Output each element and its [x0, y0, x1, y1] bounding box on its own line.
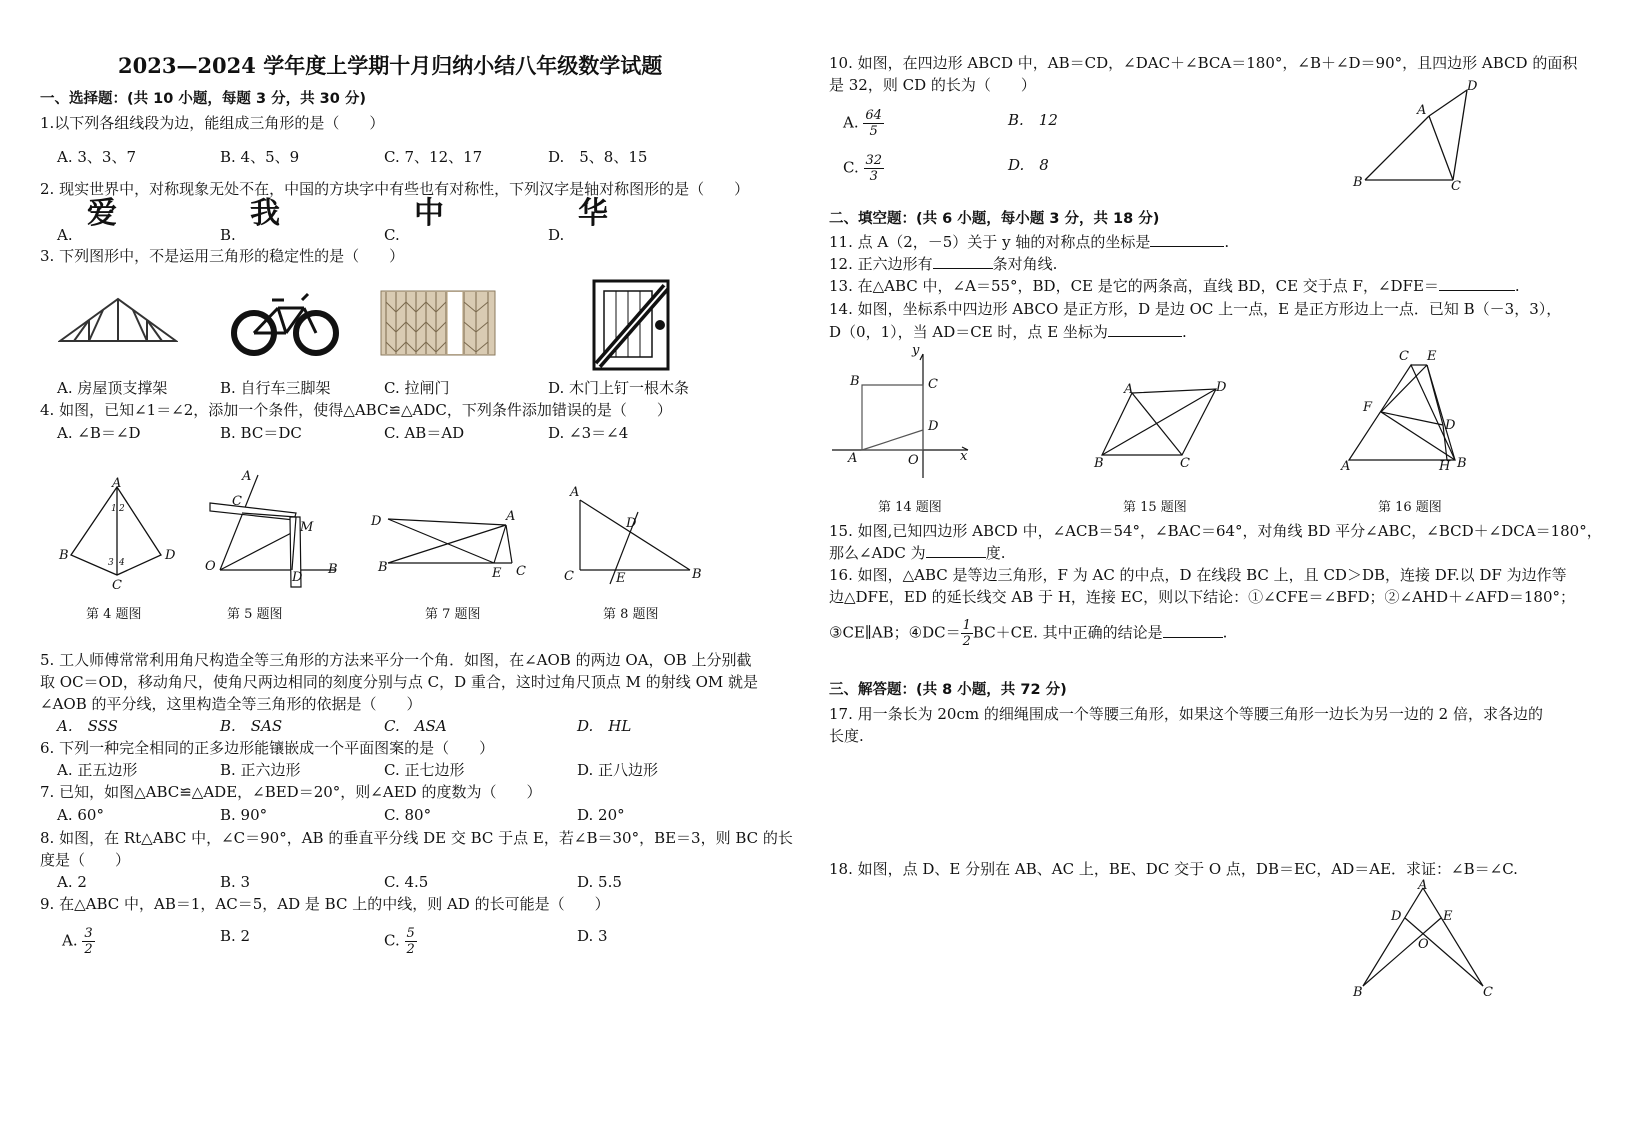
option-letter: C. — [843, 158, 859, 177]
option-letter: D. — [548, 226, 565, 244]
label: C — [1483, 985, 1493, 1000]
label: B — [850, 374, 860, 389]
option — [62, 926, 95, 957]
label: C — [112, 578, 122, 593]
label: C — [516, 564, 526, 579]
option: D. 20° — [577, 806, 625, 824]
numerator: 3 — [84, 926, 93, 941]
question-15: 15. 如图,已知四边形 ABCD 中，∠ACB＝54°，∠BAC＝64°，对角线 BD 平分∠ABC，∠BCD＋∠DCA＝180°， — [829, 522, 1602, 540]
numerator: 64 — [865, 108, 882, 123]
answer-blank[interactable] — [926, 543, 986, 558]
option-letter: A. — [57, 226, 73, 244]
label: C — [1399, 349, 1409, 364]
label: C — [1451, 179, 1461, 193]
option: D. 5、8、15 — [548, 148, 648, 166]
label: B — [692, 567, 702, 582]
figure-q15 — [1090, 375, 1230, 475]
label: A — [570, 485, 580, 500]
label: D — [1216, 380, 1227, 395]
option: C. 拉闸门 — [384, 379, 450, 397]
answer-blank[interactable] — [1439, 276, 1515, 291]
option-letter: A. — [62, 931, 78, 950]
option — [384, 926, 417, 957]
option: D. ∠3＝∠4 — [548, 424, 629, 442]
label: F — [1363, 400, 1373, 415]
figure-q10 — [1345, 78, 1485, 193]
label: C — [232, 494, 242, 509]
question-2: 2. 现实世界中，对称现象无处不在，中国的方块字中有些也有对称性，下列汉字是轴对称图形的是（ ） — [40, 180, 750, 198]
option: C. AB＝AD — [384, 424, 465, 442]
option: B. BC＝DC — [220, 424, 302, 442]
q14-text: D（0，1），当 AD＝CE 时，点 E 坐标为 — [829, 323, 1108, 341]
question-6: 6. 下列一种完全相同的正多边形能镶嵌成一个平面图案的是（ ） — [40, 739, 495, 757]
question-16: 16. 如图，△ABC 是等边三角形，F 为 AC 的中点，D 在线段 BC 上，且 CD＞DB，连接 DF.以 DF 为边作等 — [829, 566, 1567, 584]
option: B. 自行车三脚架 — [220, 379, 331, 397]
label: D — [165, 548, 175, 563]
q11-end: . — [1224, 233, 1230, 251]
q16-end: . — [1222, 623, 1228, 642]
q15-end: 度. — [985, 544, 1006, 562]
label: D — [1445, 418, 1456, 433]
option: B. 12 — [1008, 111, 1058, 129]
fraction — [405, 926, 417, 957]
wooden-door-figure — [592, 279, 672, 371]
label: E — [1443, 909, 1453, 924]
option-letter: C. — [384, 226, 400, 244]
label: B — [378, 560, 388, 575]
label: B — [1353, 175, 1363, 190]
question-5: 5. 工人师傅常常利用角尺构造全等三角形的方法来平分一个角．如图，在∠AOB 的两边 OA，OB 上分别截 — [40, 651, 752, 669]
question-8-line: 度是（ ） — [40, 851, 131, 869]
option-letter: B. — [220, 226, 236, 244]
label: B — [328, 562, 338, 577]
q16-text: BC＋CE. 其中正确的结论是 — [972, 623, 1163, 642]
denominator: 2 — [84, 942, 93, 957]
label: D — [1391, 909, 1402, 924]
label: E — [1427, 349, 1437, 364]
fraction — [82, 926, 94, 957]
question-16-line — [829, 618, 1227, 649]
question-10-line: 是 32，则 CD 的长为（ ） — [829, 76, 1036, 94]
label: 3 — [108, 558, 114, 568]
label: A — [1417, 103, 1427, 118]
question-5-line: ∠AOB 的平分线，这里构造全等三角形的依据是（ ） — [40, 695, 422, 713]
label: A — [1124, 382, 1134, 397]
label: A — [1418, 878, 1428, 893]
figure-caption: 第 15 题图 — [1123, 500, 1187, 515]
figure-q16 — [1335, 345, 1475, 480]
option: D. HL — [577, 717, 632, 735]
label: A — [848, 451, 858, 466]
figure-caption: 第 8 题图 — [603, 607, 659, 622]
option-char: 爱 — [87, 196, 117, 231]
figure-caption: 第 14 题图 — [878, 500, 942, 515]
q11-text: 11. 点 A（2，－5）关于 y 轴的对称点的坐标是 — [829, 233, 1151, 251]
option: C. 4.5 — [384, 873, 429, 891]
label: D — [626, 516, 637, 531]
option: B. 90° — [220, 806, 268, 824]
option: A. ∠B＝∠D — [57, 424, 141, 442]
fraction — [863, 108, 884, 139]
label: C — [1180, 456, 1190, 471]
option: B. 2 — [220, 927, 251, 945]
section-heading: 二、填空题：(共 6 小题，每小题 3 分，共 18 分) — [829, 211, 1160, 227]
option-char: 中 — [414, 196, 444, 231]
option-letter: C. — [384, 931, 400, 950]
q16-text: ③CE∥AB；④DC＝ — [829, 623, 961, 642]
question-17: 17. 用一条长为 20cm 的细绳围成一个等腰三角形，如果这个等腰三角形一边长为另一边的 2 倍，求各边的 — [829, 705, 1543, 723]
q14-end: . — [1181, 323, 1187, 341]
option: D. 木门上钉一根木条 — [548, 379, 690, 397]
numerator: 32 — [865, 153, 883, 168]
page-title: 2023—2024 学年度上学期十月归纳小结八年级数学试题 — [118, 53, 663, 78]
label: C — [564, 569, 574, 584]
q12-text: 12. 正六边形有 — [829, 255, 933, 273]
q15-text: 那么∠ADC 为 — [829, 544, 926, 562]
numerator: 1 — [962, 618, 971, 633]
option: D. 正八边形 — [577, 761, 659, 779]
option: A. SSS — [57, 717, 118, 735]
question-13 — [829, 276, 1520, 296]
option: B. 4、5、9 — [220, 148, 300, 166]
figure-caption: 第 5 题图 — [227, 607, 283, 622]
figure-caption: 第 4 题图 — [86, 607, 142, 622]
option: B. SAS — [220, 717, 283, 735]
label: M — [300, 520, 314, 535]
question-16-line: 边△DFE，ED 的延长线交 AB 于 H，连接 EC，则以下结论：①∠CFE＝∠BFD；②∠AHD＋∠AFD＝180°； — [829, 588, 1576, 606]
option: C. 7、12、17 — [384, 148, 483, 166]
label: A — [506, 509, 516, 524]
label: D — [292, 570, 303, 585]
roof-truss-figure — [58, 295, 178, 347]
fraction — [961, 618, 973, 649]
question-17-line: 长度. — [829, 727, 864, 745]
q13-text: 13. 在△ABC 中，∠A＝55°，BD，CE 是它的两条高，直线 BD，CE 交于点 F，∠DFE＝ — [829, 277, 1439, 295]
label: B — [1094, 456, 1104, 471]
option: D. 8 — [1008, 156, 1049, 174]
option: A. 60° — [57, 806, 104, 824]
question-4: 4. 如图，已知∠1＝∠2，添加一个条件，使得△ABC≌△ADC，下列条件添加错误的是（ ） — [40, 401, 672, 419]
option: A. 3、3、7 — [57, 148, 136, 166]
fraction — [864, 153, 885, 184]
option — [843, 153, 884, 184]
label: 1 — [111, 504, 117, 514]
option: A. 房屋顶支撑架 — [57, 379, 168, 397]
option: A. 正五边形 — [57, 761, 138, 779]
answer-blank[interactable] — [1108, 322, 1182, 337]
q12-end: 条对角线. — [992, 255, 1058, 273]
label: A — [242, 469, 252, 484]
option — [843, 108, 884, 139]
question-18: 18. 如图，点 D、E 分别在 AB、AC 上，BE、DC 交于 O 点，DB＝EC，AD＝AE．求证：∠B＝∠C. — [829, 860, 1518, 878]
answer-blank[interactable] — [1163, 623, 1223, 638]
label: O — [1418, 937, 1429, 952]
figure-q14 — [828, 340, 978, 490]
question-11 — [829, 232, 1229, 252]
question-14-line — [829, 322, 1187, 342]
label: E — [492, 566, 502, 581]
section-heading: 三、解答题：(共 8 小题，共 72 分) — [829, 682, 1067, 698]
label: H — [1439, 459, 1451, 474]
q13-end: . — [1514, 277, 1520, 295]
denominator: 5 — [869, 124, 878, 139]
label: D — [928, 419, 939, 434]
label: B — [1457, 456, 1467, 471]
option: C. ASA — [384, 717, 447, 735]
question-15-line — [829, 543, 1005, 563]
option-char: 华 — [578, 196, 608, 231]
option: B. 正六边形 — [220, 761, 301, 779]
option: C. 正七边形 — [384, 761, 465, 779]
option-letter: A. — [843, 113, 859, 132]
question-3: 3. 下列图形中，不是运用三角形的稳定性的是（ ） — [40, 247, 405, 265]
label: D — [1467, 79, 1478, 94]
denominator: 3 — [869, 169, 878, 184]
figure-q5 — [200, 465, 350, 595]
figure-q18 — [1345, 878, 1505, 1003]
numerator: 5 — [406, 926, 415, 941]
question-5-line: 取 OC＝OD，移动角尺，使角尺两边相同的刻度分别与点 C，D 重合，这时过角尺顶点 M 的射线 OM 就是 — [40, 673, 758, 691]
option-char: 我 — [250, 196, 280, 231]
label: B — [59, 548, 69, 563]
label: B — [1353, 985, 1363, 1000]
figure-q4 — [55, 475, 175, 595]
answer-blank[interactable] — [933, 254, 993, 269]
label: O — [205, 559, 216, 574]
option: D. 3 — [577, 927, 608, 945]
label: x — [960, 449, 968, 464]
label: 4 — [119, 558, 125, 568]
denominator: 2 — [406, 942, 415, 957]
figure-caption: 第 16 题图 — [1378, 500, 1442, 515]
label: C — [928, 377, 938, 392]
question-1: 1.以下列各组线段为边，能组成三角形的是（ ） — [40, 114, 385, 132]
bicycle-figure — [230, 288, 340, 358]
label: E — [616, 571, 626, 586]
label: O — [908, 453, 919, 468]
question-8: 8. 如图，在 Rt△ABC 中，∠C＝90°，AB 的垂直平分线 DE 交 BC 于点 E，若∠B＝30°，BE＝3，则 BC 的长 — [40, 829, 793, 847]
denominator: 2 — [962, 634, 971, 649]
figure-caption: 第 7 题图 — [425, 607, 481, 622]
option: B. 3 — [220, 873, 251, 891]
label: 2 — [119, 504, 125, 514]
option: C. 80° — [384, 806, 432, 824]
question-14: 14. 如图，坐标系中四边形 ABCO 是正方形，D 是边 OC 上一点，E 是正方形边上一点．已知 B（－3，3）， — [829, 300, 1562, 318]
label: y — [912, 343, 920, 358]
label: A — [1341, 459, 1351, 474]
question-12 — [829, 254, 1057, 274]
option: A. 2 — [57, 873, 87, 891]
question-10: 10. 如图，在四边形 ABCD 中，AB＝CD，∠DAC＋∠BCA＝180°，∠B＋∠D＝90°，且四边形 ABCD 的面积 — [829, 54, 1578, 72]
figure-q8 — [560, 480, 710, 590]
folding-gate-figure — [380, 290, 496, 356]
question-9: 9. 在△ABC 中，AB＝1，AC＝5，AD 是 BC 上的中线，则 AD 的长可能是（ ） — [40, 895, 610, 913]
question-7: 7. 已知，如图△ABC≌△ADE，∠BED＝20°，则∠AED 的度数为（ ） — [40, 783, 542, 801]
label: A — [112, 476, 122, 491]
figure-q7 — [366, 505, 536, 585]
option: D. 5.5 — [577, 873, 622, 891]
answer-blank[interactable] — [1150, 232, 1224, 247]
section-heading: 一、选择题：(共 10 小题，每题 3 分，共 30 分) — [40, 91, 366, 107]
label: D — [371, 514, 382, 529]
